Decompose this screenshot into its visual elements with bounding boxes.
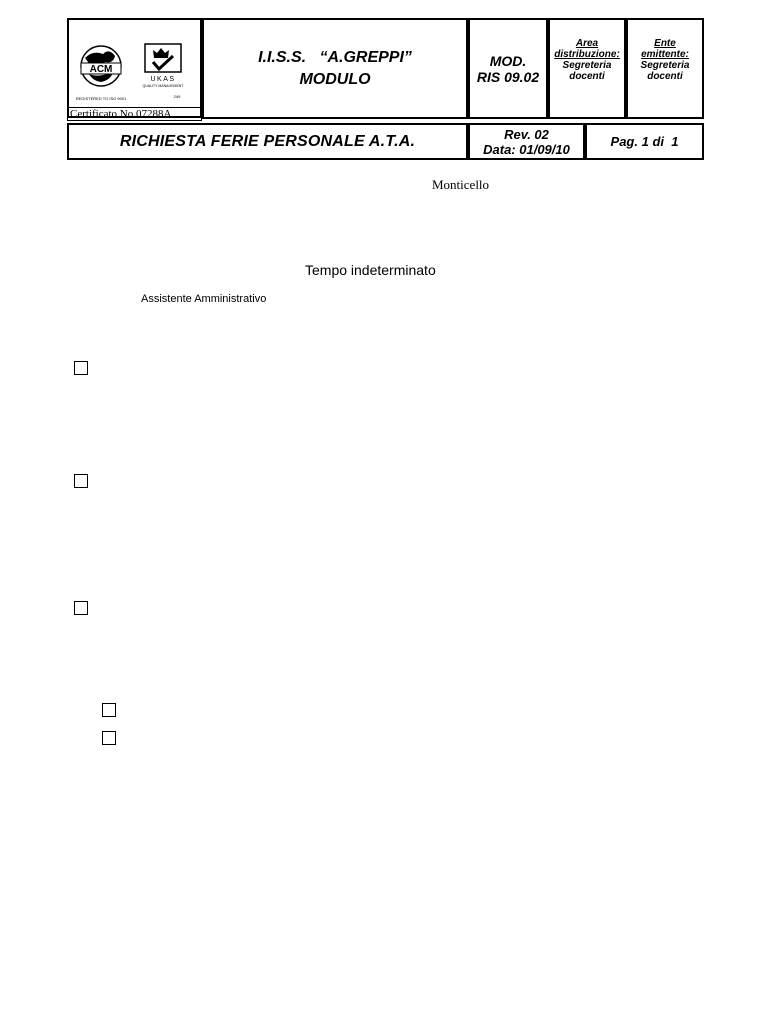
checkbox-option-2[interactable] (74, 474, 88, 488)
checkbox-option-4[interactable] (102, 703, 116, 717)
mod-code: RIS 09.02 (476, 68, 540, 85)
ente-value-2: docenti (647, 70, 683, 82)
location-value: Monticello (432, 177, 490, 192)
svg-text:UKAS: UKAS (150, 76, 176, 83)
revision-cell (468, 123, 585, 160)
area-label: Area (575, 37, 599, 49)
issuer-cell (626, 18, 704, 119)
ukas-logo (143, 44, 185, 99)
contract-type-value: Tempo indeterminato (305, 262, 436, 278)
role-value: Assistente Amministrativo (141, 293, 267, 305)
ente-label: Ente (654, 37, 676, 49)
area-value-2: docenti (569, 70, 605, 82)
acm-text: ACM (89, 64, 113, 75)
checkbox-option-5[interactable] (102, 731, 116, 745)
svg-text:QUALITY MANAGEMENT: QUALITY MANAGEMENT (142, 84, 184, 88)
ente-label-2: emittente: (641, 48, 689, 60)
form-title: RICHIESTA FERIE PERSONALE A.T.A. (67, 123, 468, 160)
certification-logo (69, 20, 200, 108)
module-code-cell (468, 18, 548, 119)
revision: Rev. 02 (504, 126, 549, 142)
svg-text:249: 249 (173, 94, 181, 99)
area-label-2: distribuzione: (554, 48, 620, 60)
institute-name: I.I.S.S. “A.GREPPI” (258, 48, 412, 66)
page-number: Pag. 1 di 1 (585, 123, 704, 160)
acm-logo (81, 46, 121, 86)
certificate-number: Certificato No.07288A (67, 107, 202, 121)
checkbox-option-1[interactable] (74, 361, 88, 375)
area-value: Segreteria (562, 59, 612, 71)
mod-label: MOD. (489, 52, 527, 69)
svg-text:REGISTERED TO ISO 9001: REGISTERED TO ISO 9001 (75, 96, 127, 101)
module-label: MODULO (299, 70, 371, 88)
area-distribution-cell (548, 18, 626, 119)
revision-date: Data: 01/09/10 (483, 141, 570, 157)
logo-cell (67, 18, 202, 118)
institute-title-cell (202, 18, 468, 119)
checkbox-option-3[interactable] (74, 601, 88, 615)
ente-value: Segreteria (640, 59, 690, 71)
